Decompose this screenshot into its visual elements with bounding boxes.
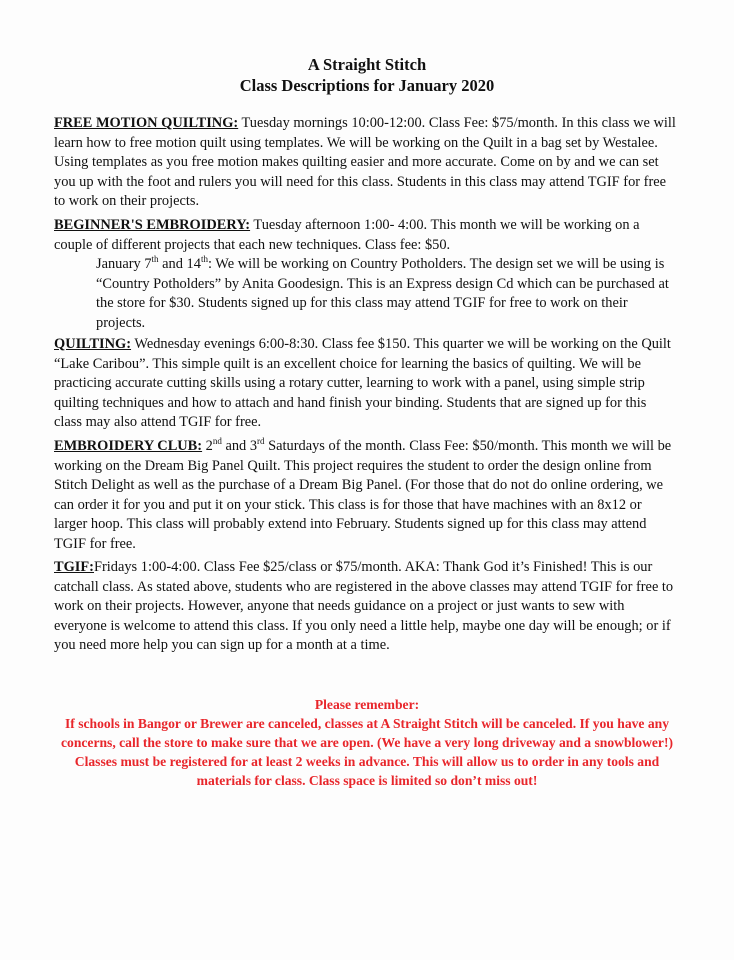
section-paragraph (54, 335, 676, 433)
section-paragraph (54, 255, 676, 333)
reminder-title: Please remember: (314, 697, 420, 712)
section-paragraph (54, 114, 676, 212)
document-header (0, 54, 734, 96)
section-embroidery-club (54, 437, 676, 555)
section-beginners-embroidery (54, 216, 676, 334)
text-run: and 14 (158, 256, 201, 273)
section-heading: EMBROIDERY CLUB: (54, 438, 203, 454)
section-free-motion-quilting (54, 114, 676, 212)
section-text: Fridays 1:00-4:00. Class Fee $25/class or $75/month. AKA: Thank God it’s Finished! This is our catchall class. As stated above, students who are registered in the above classes may attend TGIF for free to work on their projects. However, anyone that needs guidance on a project or just wants to sew with everyone is welcome to attend this class. If you only need a little help, maybe one day will be enough; or if you need more help you can sign up for a month at a time. (54, 559, 674, 654)
section-text: Wednesday evenings 6:00-8:30. Class fee $150. This quarter we will be working on the Quilt “Lake Caribou”. This simple quilt is an excellent choice for learning the basics of quilting. We will be practicing accurate cutting skills using a rotary cutter, learning to work with a panel, using simple strip quilting techniques and how to attach and hand finish your binding. Students that are signed up for this class may also attend TGIF for free. (54, 336, 671, 431)
text-run: and 3 (221, 438, 258, 454)
section-heading: BEGINNER'S EMBROIDERY: (54, 217, 251, 233)
document-title: A Straight Stitch (307, 55, 427, 74)
text-run: Saturdays of the month. Class Fee: $50/month. This month we will be working on the Dream Big Panel Quilt. This project requires the student to order the design online from Stitch Delight as well as the purchase of a Dream Big Panel. (For those that do not do online ordering, we can order it for you and put it on your stick. This class is for those that have machines with an 8x12 or larger hoop. This class will probably extend into February. Students signed up for this class may attend TGIF for free. (54, 438, 672, 552)
reminder-text: If schools in Bangor or Brewer are canceled, classes at A Straight Stitch will be canceled. If you have any concerns, call the store to make sure that we are open. (We have a very long driveway and a snowblower!) Classes must be registered for at least 2 weeks in advance. This will allow us to order in any tools and materials for class. Class space is limited so don’t miss out! (60, 716, 674, 788)
reminder-notice (54, 695, 680, 790)
section-heading: TGIF: (54, 559, 94, 575)
section-paragraph (54, 216, 676, 255)
document-subtitle: Class Descriptions for January 2020 (239, 76, 495, 95)
text-run: January 7 (96, 256, 152, 273)
section-paragraph (54, 437, 676, 555)
section-text: Tuesday mornings 10:00-12:00. Class Fee: $75/month. In this class we will learn how to free motion quilt using templates. We will be working on the Quilt in a bag set by Westalee. Using templates as you free motion makes quilting easier and more accurate. Come on by and we can set you up with the foot and rulers you will need for this class. Students in this class may attend TGIF for free to work on their projects. (54, 115, 676, 210)
section-heading: QUILTING: (54, 336, 132, 352)
section-text: Tuesday afternoon 1:00- 4:00. This month we will be working on a couple of different projects that each new techniques. Class fee: $50. (54, 217, 640, 253)
section-paragraph (54, 558, 676, 656)
section-heading: FREE MOTION QUILTING: (54, 115, 239, 131)
section-quilting (54, 335, 676, 433)
superscript: rd (257, 436, 265, 447)
superscript: th (151, 254, 159, 265)
text-run: 2 (202, 438, 213, 454)
superscript: nd (212, 436, 222, 447)
text-run: : We will be working on Country Potholders. The design set we will be using is “Country Potholders” by Anita Goodesign. This is an Express design Cd which can be purchased at the store for $30. Students signed up for this class may attend TGIF for free to work on their projects. (96, 256, 669, 331)
superscript: th (200, 254, 208, 265)
section-tgif (54, 558, 676, 656)
